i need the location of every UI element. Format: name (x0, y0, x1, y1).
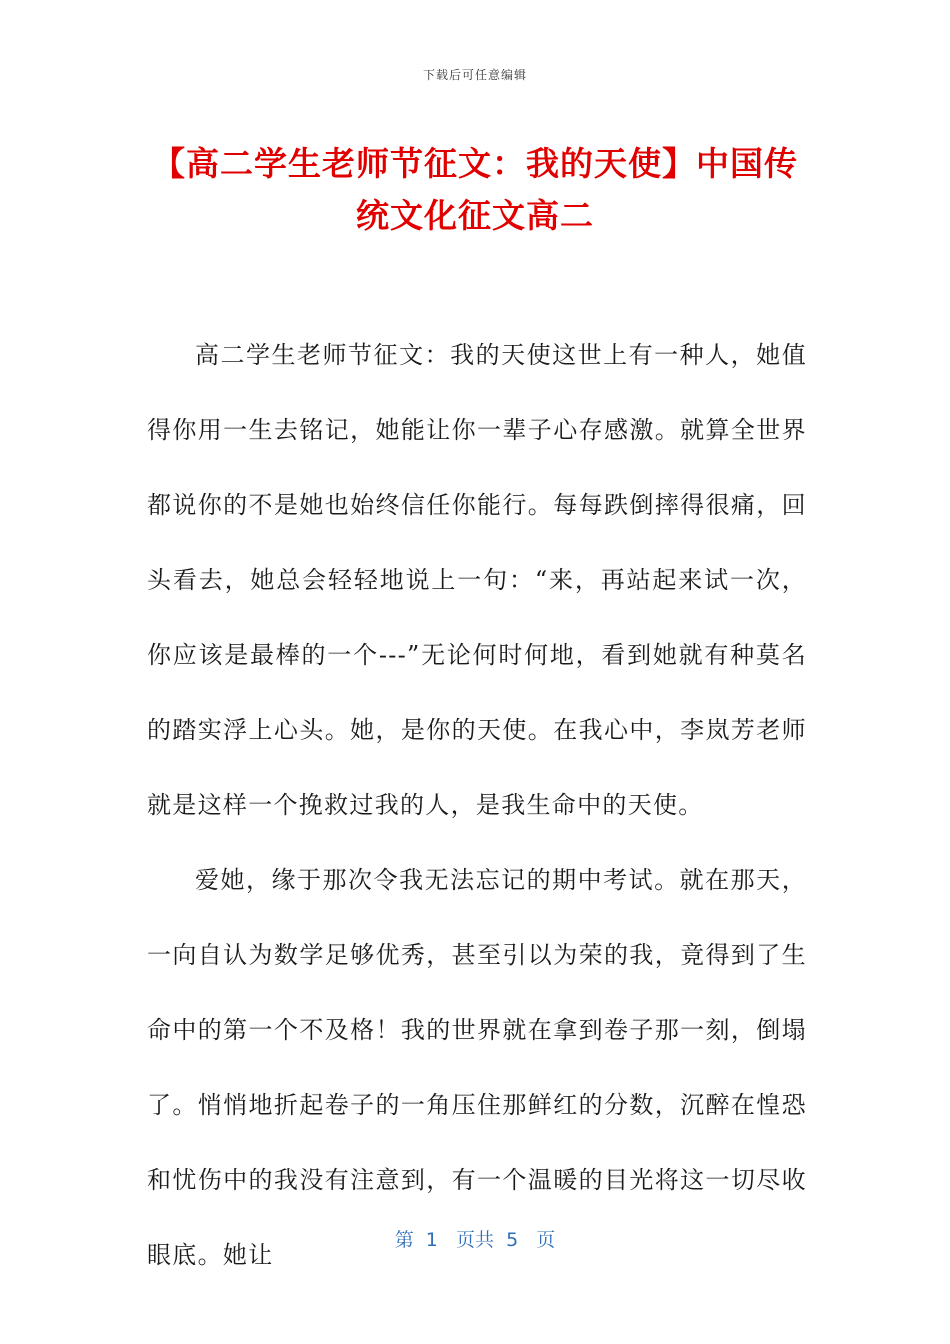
page-number-footer: 第 1 页共 5 页 (394, 1229, 556, 1251)
page-header-note: 下载后可任意编辑 (422, 68, 527, 82)
body-paragraph-2: 爱她，缘于那次令我无法忘记的期中考试。就在那天，一向自认为数学足够优秀，甚至引以为荣的我，竟得到了生命中的第一个不及格！我的世界就在拿到卷子那一刻，倒塌了。悄悄地折起卷子的一角压住那鲜红的分数，沉醉在惶恐和忧伤中的我没有注意到，有一个温暖的目光将这一切尽收眼底。她让 (147, 866, 807, 1269)
document-title-line-1: 【高二学生老师节征文：我的天使】中国传 (152, 144, 798, 183)
body-paragraph-1: 高二学生老师节征文：我的天使这世上有一种人，她值得你用一生去铭记，她能让你一辈子心存感激。就算全世界都说你的不是她也始终信任你能行。每每跌倒摔得很痛，回头看去，她总会轻轻地说上一句：“来，再站起来试一次，你应该是最棒的一个---”无论何时何地，看到她就有种莫名的踏实浮上心头。她，是你的天使。在我心中，李岚芳老师就是这样一个挽救过我的人，是我生命中的天使。 (147, 341, 807, 819)
document-title-line-2: 统文化征文高二 (356, 196, 594, 235)
document-title (150, 138, 800, 242)
document-body (147, 318, 807, 1293)
